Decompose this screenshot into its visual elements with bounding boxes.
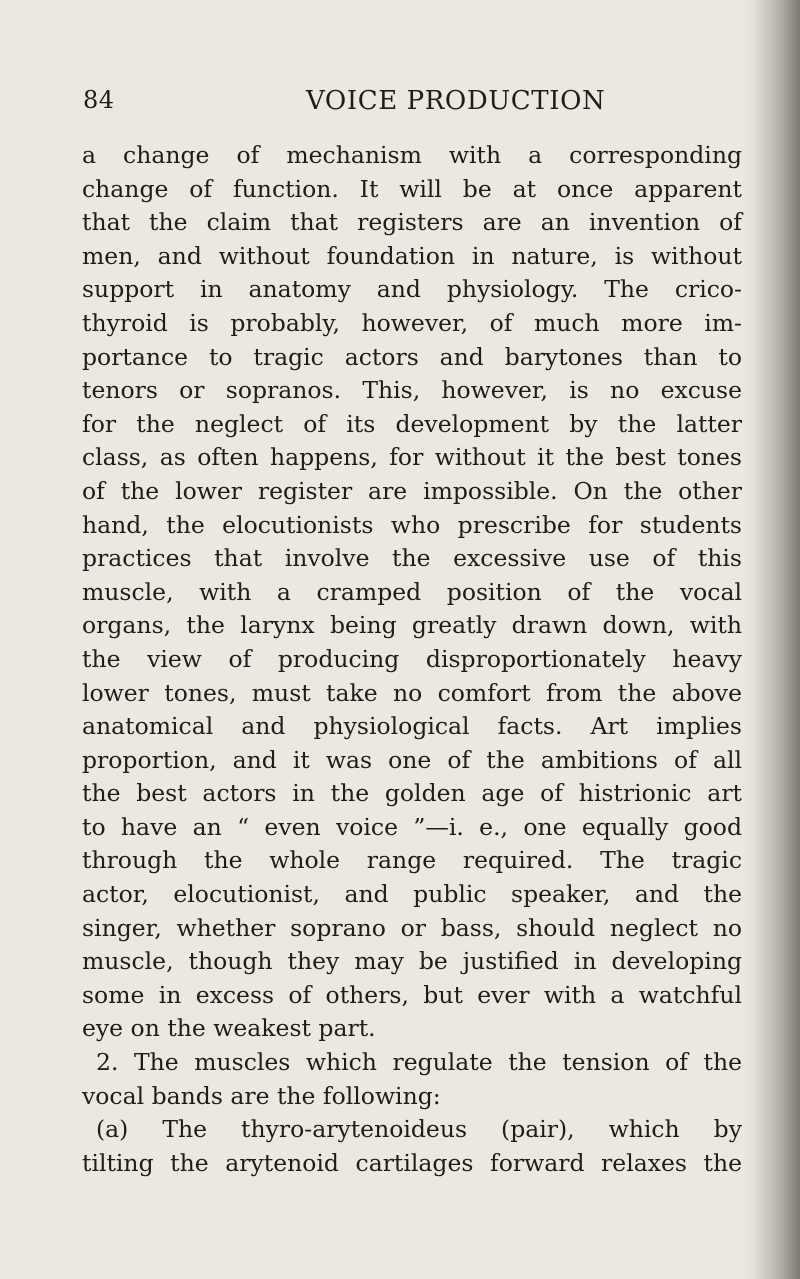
text-line: for the neglect of its development by the latter — [82, 409, 742, 438]
text-line: to have an “ even voice ”—i. e., one equally good — [82, 812, 742, 841]
text-line: tenors or sopranos. This, however, is no excuse — [82, 376, 742, 405]
text-line: the view of producing disproportionately heavy — [82, 644, 742, 673]
text-line: hand, the elocutionists who prescribe for students — [82, 510, 742, 539]
text-line: the best actors in the golden age of histrionic art — [82, 779, 742, 808]
text-line: portance to tragic actors and barytones than to — [82, 342, 742, 371]
text-line: muscle, with a cramped position of the vocal — [82, 577, 742, 606]
running-head — [75, 86, 735, 122]
text-line: practices that involve the excessive use of this — [82, 544, 742, 573]
text-line: men, and without foundation in nature, is without — [82, 241, 742, 270]
text-line: class, as often happens, for without it the best tones — [82, 443, 742, 472]
text-line: actor, elocutionist, and public speaker, and the — [82, 880, 742, 909]
text-line: proportion, and it was one of the ambitions of all — [82, 745, 742, 774]
page-number: 84 — [83, 86, 115, 114]
text-line: lower tones, must take no comfort from the above — [82, 678, 742, 707]
running-title: VOICE PRODUCTION — [306, 86, 606, 116]
page-edge-shadow — [754, 0, 800, 1279]
text-line: through the whole range required. The tragic — [82, 846, 742, 875]
text-line: muscle, though they may be justified in developing — [82, 947, 742, 976]
text-line: eye on the weakest part. — [82, 1014, 376, 1043]
text-line: support in anatomy and physiology. The crico- — [82, 275, 742, 304]
text-line: thyroid is probably, however, of much more im- — [82, 308, 742, 337]
text-line: tilting the arytenoid cartilages forward relaxes the — [82, 1148, 742, 1177]
text-line: anatomical and physiological facts. Art implies — [82, 712, 742, 741]
text-line: vocal bands are the following: — [82, 1081, 441, 1110]
text-line: change of function. It will be at once apparent — [82, 174, 742, 203]
text-line: (a) The thyro-arytenoideus (pair), which by — [96, 1115, 742, 1144]
text-line: singer, whether soprano or bass, should neglect no — [82, 913, 742, 942]
text-line: a change of mechanism with a corresponding — [82, 141, 742, 169]
text-line: some in excess of others, but ever with a watchful — [82, 980, 742, 1009]
body-text — [82, 139, 742, 1180]
text-line: that the claim that registers are an invention of — [82, 208, 742, 237]
text-line: organs, the larynx being greatly drawn down, with — [82, 611, 742, 640]
text-line: of the lower register are impossible. On the other — [82, 476, 742, 505]
text-line: 2. The muscles which regulate the tension of the — [96, 1048, 742, 1077]
